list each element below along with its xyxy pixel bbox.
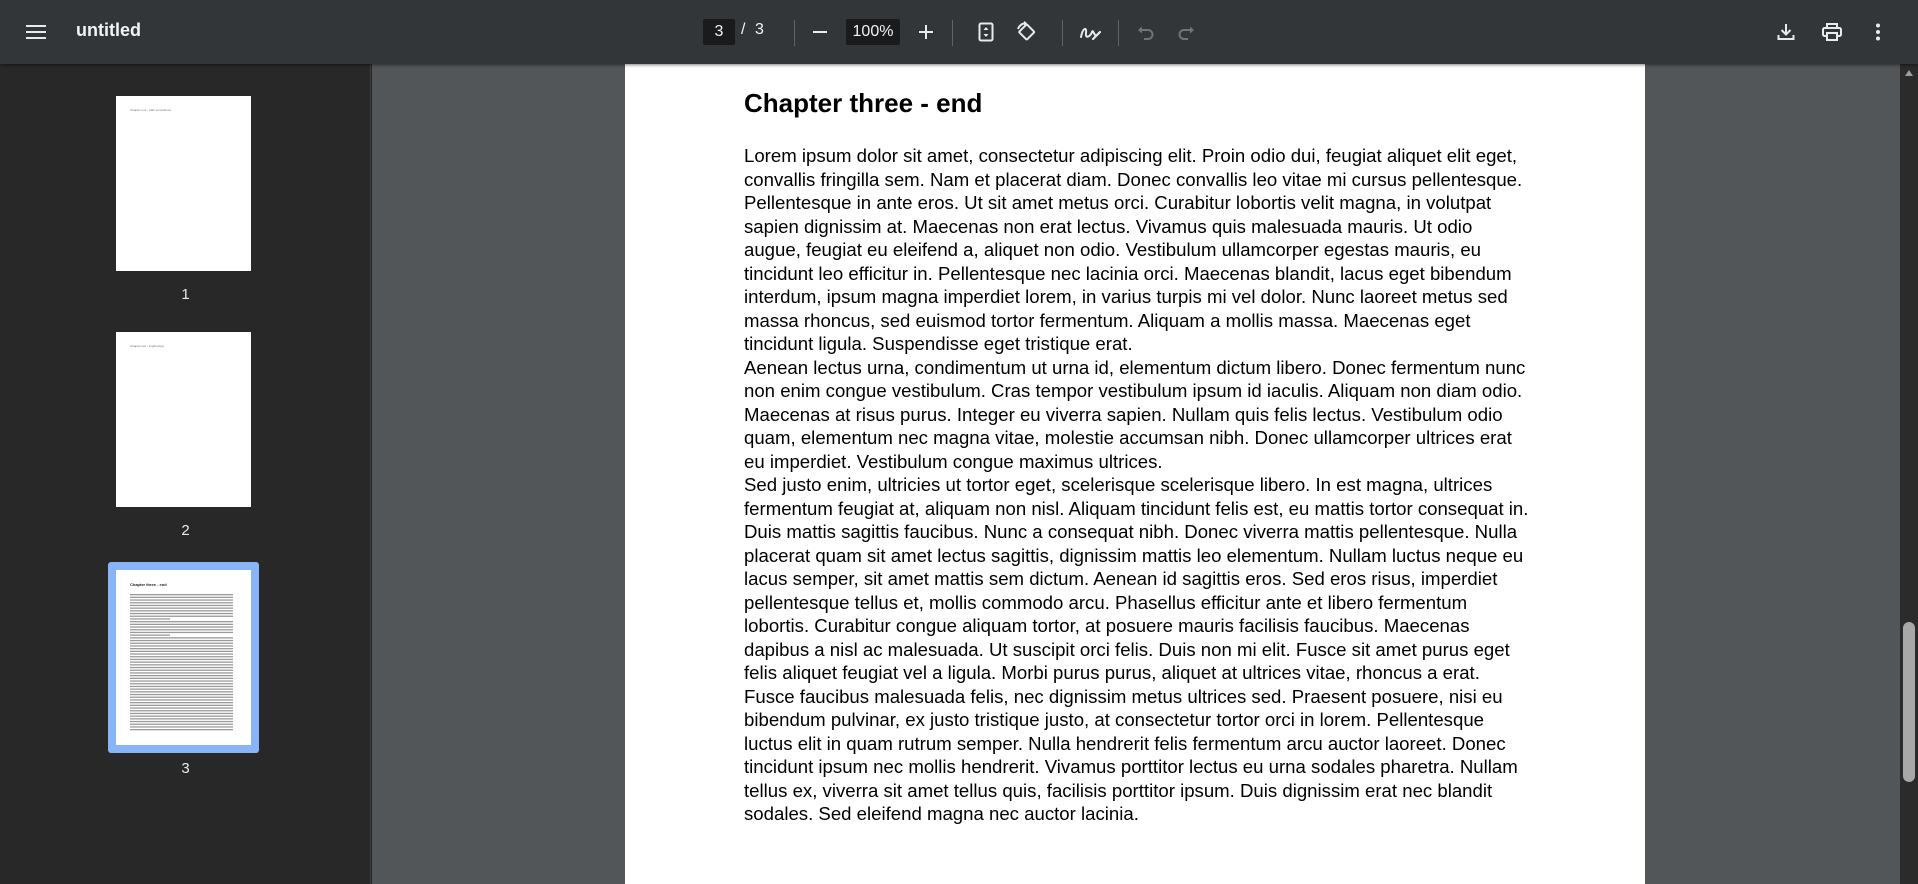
annotate-button[interactable]	[1070, 12, 1110, 52]
more-actions-button[interactable]	[1858, 12, 1898, 52]
redo-icon	[1177, 24, 1195, 40]
document-title: untitled	[76, 20, 141, 40]
download-button[interactable]	[1766, 12, 1806, 52]
paragraph: Aenean lectus urna, condimentum ut urna id, elementum dictum libero. Donec fermentum nunc non enim congue vestibulum. Cras tempor vestibulum ipsum id iaculis. Aliquam non diam odio. Maecenas at risus purus. Integer eu viverra sapien. Nullam quis felis lectus. Vestibulum odio quam, elementum nec magna vitae, molestie accumsan nibh. Donec ullamcorper ultrices erat eu imperdiet. Vestibulum congue maximus ultrices.	[744, 356, 1526, 472]
current-page-input[interactable]: 3	[703, 19, 735, 45]
thumbnail-caption: Chapter three - end	[130, 582, 167, 587]
menu-icon	[26, 24, 46, 40]
page-separator: /	[741, 21, 746, 38]
document-body	[744, 144, 1534, 826]
toolbar-divider	[1118, 20, 1119, 46]
fit-page-icon	[978, 22, 994, 42]
print-icon	[1822, 23, 1842, 41]
annotate-icon	[1079, 23, 1101, 41]
toolbar-divider	[952, 20, 953, 46]
vertical-scrollbar[interactable]	[1900, 64, 1918, 884]
zoom-in-button[interactable]	[906, 12, 946, 52]
rotate-icon	[1015, 21, 1037, 43]
zoom-input[interactable]: 100%	[846, 19, 900, 45]
redo-button[interactable]	[1166, 12, 1206, 52]
total-pages: 3	[755, 21, 764, 38]
download-icon	[1777, 23, 1795, 41]
menu-button[interactable]	[16, 12, 56, 52]
rotate-button[interactable]	[1006, 12, 1046, 52]
paragraph: Lorem ipsum dolor sit amet, consectetur adipiscing elit. Proin odio dui, feugiat aliquet elit eget, convallis fringilla sem. Nam et placerat diam. Donec convallis leo vitae mi cursus pellentesque. Pellentesque in ante eros. Ut sit amet metus orci. Curabitur lobortis velit magna, in volutpat sapien dignissim at. Maecenas non erat lectus. Vivamus quis malesuada mauris. Ut odio augue, feugiat eu eleifend a, aliquet non odio. Vestibulum ullamcorper egestas mauris, eu tincidunt leo efficitur in. Pellentesque nec lacinia orci. Maecenas blandit, lacus eget bibendum interdum, ipsum magna imperdiet lorem, in varius turpis mi vel dolor. Nunc laoreet metus sed massa rhoncus, sed euismod tortor fermentum. Aliquam a mollis massa. Maecenas eget tincidunt ligula. Suspendisse eget tristique erat.	[744, 145, 1523, 354]
zoom-out-button[interactable]	[800, 12, 840, 52]
fit-page-button[interactable]	[966, 12, 1006, 52]
scrollbar-thumb[interactable]	[1903, 622, 1915, 782]
thumbnail-caption: Chapter two - sngthetiquy	[130, 344, 165, 348]
scroll-up-arrow-icon[interactable]	[1905, 70, 1913, 76]
thumbnail-caption: Chapter one - blah sometitious	[130, 108, 171, 112]
page-thumbnail-2[interactable]	[116, 332, 251, 507]
pdf-toolbar	[0, 0, 1918, 64]
zoom-in-icon	[918, 24, 934, 40]
page-thumbnail-3[interactable]	[116, 570, 251, 745]
more-icon	[1875, 23, 1881, 41]
thumbnail-sidebar	[0, 64, 371, 884]
thumbnail-label: 2	[181, 522, 190, 539]
page-thumbnail-1[interactable]	[116, 96, 251, 271]
paragraph: Sed justo enim, ultricies ut tortor eget, scelerisque scelerisque libero. In est magna, ultrices fermentum feugiat at, aliquam non nisl. Aliquam tincidunt felis est, eu mattis tortor consequat in. Duis mattis sagittis faucibus. Nunc a consequat nibh. Donec viverra mattis pellentesque. Nulla placerat quam sit amet lectus sagittis, dignissim mattis leo elementum. Nullam luctus neque eu lacus semper, sit amet mattis sem dictum. Aenean id sagittis eros. Sed eros risus, imperdiet pellentesque tellus et, mollis commodo arcu. Phasellus efficitur ante et libero fermentum lobortis. Curabitur congue aliquam tortor, at posuere mauris facilisis faucibus. Maecenas dapibus a nisl ac malesuada. Ut suscipit orci felis. Duis non mi elit. Fusce sit amet purus eget felis aliquet feugiat vel a ligula. Morbi purus purus, aliquet at ultrices vitae, rhoncus a erat. Fusce faucibus malesuada felis, nec dignissim metus ultrices sed. Praesent posuere, nisi eu bibendum pulvinar, ex justo tristique justo, at consectetur tortor orci in lorem. Pellentesque luctus elit in quam rutrum semper. Nulla hendrerit felis fermentum arcu auctor laoreet. Donec tincidunt ipsum nec mollis hendrerit. Vivamus porttitor lectus eu urna sodales pharetra. Nullam tellus ex, viverra sit amet tellus quis, facilisis porttitor ipsum. Duis dignissim erat nec blandit sodales. Sed eleifend magna nec auctor lacinia.	[744, 474, 1529, 824]
toolbar-divider	[1062, 20, 1063, 46]
thumbnail-label: 3	[181, 760, 190, 777]
thumbnail-text-lines	[116, 570, 251, 745]
print-button[interactable]	[1812, 12, 1852, 52]
document-viewer[interactable]	[372, 64, 1900, 884]
thumbnail-label: 1	[181, 286, 190, 303]
pdf-page	[625, 64, 1645, 884]
chapter-heading: Chapter three - end	[744, 88, 983, 118]
undo-button[interactable]	[1126, 12, 1166, 52]
toolbar-divider	[794, 20, 795, 46]
undo-icon	[1137, 24, 1155, 40]
zoom-out-icon	[812, 24, 828, 40]
